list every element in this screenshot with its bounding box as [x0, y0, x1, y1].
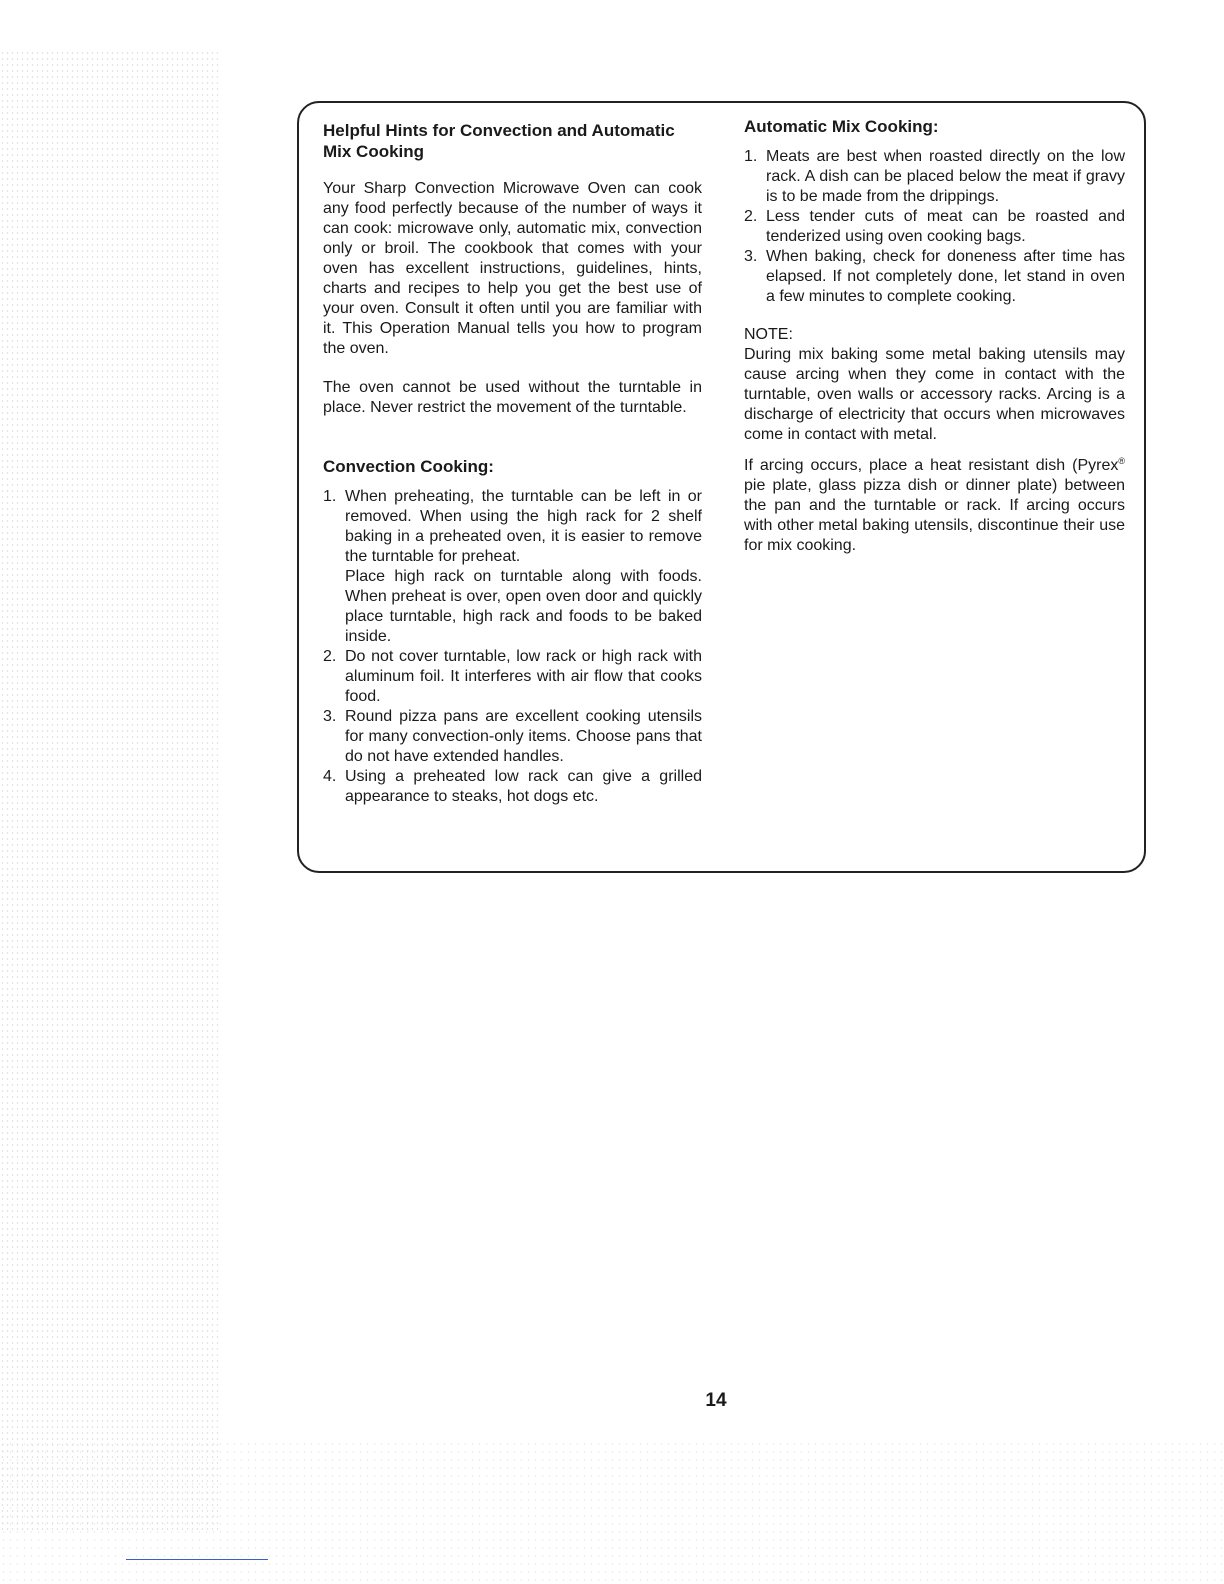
list-number: 3. [323, 708, 337, 725]
hints-title: Helpful Hints for Convection and Automatic Mix Cooking [323, 121, 675, 161]
arcing-text-end: pie plate, glass pizza dish or dinner plate) between the pan and the turntable or rack. If arcing occurs with other metal baking utensils, discontinue their use for mix cooking. [744, 477, 1125, 554]
list-text: Using a preheated low rack can give a grilled appearance to steaks, hot dogs etc. [345, 768, 702, 805]
registered-mark: ® [1118, 456, 1125, 466]
mix-cooking-list [744, 147, 1125, 307]
list-item [323, 707, 702, 767]
list-item [744, 247, 1125, 307]
list-text: When preheating, the turntable can be left in or removed. When using the high rack for 2 shelf baking in a preheated oven, it is easier to remove the turntable for preheat. [345, 488, 702, 565]
note-paragraph: During mix baking some metal baking utensils may cause arcing when they come in contact with the turntable, oven walls or accessory racks. Arcing is a discharge of electricity that occurs when microwaves come in contact with metal. [744, 346, 1125, 443]
page-number: 14 [705, 1390, 727, 1411]
list-item [744, 207, 1125, 247]
list-item [323, 767, 702, 807]
turntable-paragraph: The oven cannot be used without the turntable in place. Never restrict the movement of the turntable. [323, 379, 702, 416]
list-text-continued: Place high rack on turntable along with foods. When preheat is over, open oven door and quickly place turntable, high rack and foods to be baked inside. [345, 568, 702, 645]
list-text: Round pizza pans are excellent cooking utensils for many convection-only items. Choose pans that do not have extended handles. [345, 708, 702, 765]
list-text: When baking, check for doneness after time has elapsed. If not completely done, let stand in oven a few minutes to complete cooking. [766, 248, 1125, 305]
left-column [323, 120, 702, 807]
note-label: NOTE: [744, 326, 793, 343]
scan-speckle-bottom [0, 1440, 1224, 1584]
scan-speckle-left-margin [0, 50, 220, 1530]
arcing-paragraph [744, 456, 1125, 556]
list-number: 1. [323, 488, 337, 505]
intro-paragraph: Your Sharp Convection Microwave Oven can cook any food perfectly because of the number of ways it can cook: microwave only, automatic mix, convection only or broil. The cookbook that comes with your oven has excellent instructions, guidelines, hints, charts and recipes to help you get the best use of your oven. Consult it often until you are familiar with it. This Operation Manual tells you how to program the oven. [323, 180, 702, 357]
bottom-rule [126, 1559, 268, 1560]
list-item [323, 487, 702, 647]
list-item [744, 147, 1125, 207]
arcing-text-start: If arcing occurs, place a heat resistant dish (Pyrex [744, 457, 1119, 474]
right-column [744, 116, 1125, 556]
list-item [323, 647, 702, 707]
convection-heading: Convection Cooking: [323, 457, 494, 476]
list-number: 2. [323, 648, 337, 665]
list-text: Do not cover turntable, low rack or high rack with aluminum foil. It interferes with air flow that cooks food. [345, 648, 702, 705]
convection-list [323, 487, 702, 807]
list-number: 3. [744, 248, 758, 265]
mix-cooking-heading: Automatic Mix Cooking: [744, 117, 939, 136]
list-text: Less tender cuts of meat can be roasted and tenderized using oven cooking bags. [766, 208, 1125, 245]
list-number: 2. [744, 208, 758, 225]
list-text: Meats are best when roasted directly on the low rack. A dish can be placed below the meat if gravy is to be made from the drippings. [766, 148, 1125, 205]
list-number: 4. [323, 768, 337, 785]
list-number: 1. [744, 148, 758, 165]
